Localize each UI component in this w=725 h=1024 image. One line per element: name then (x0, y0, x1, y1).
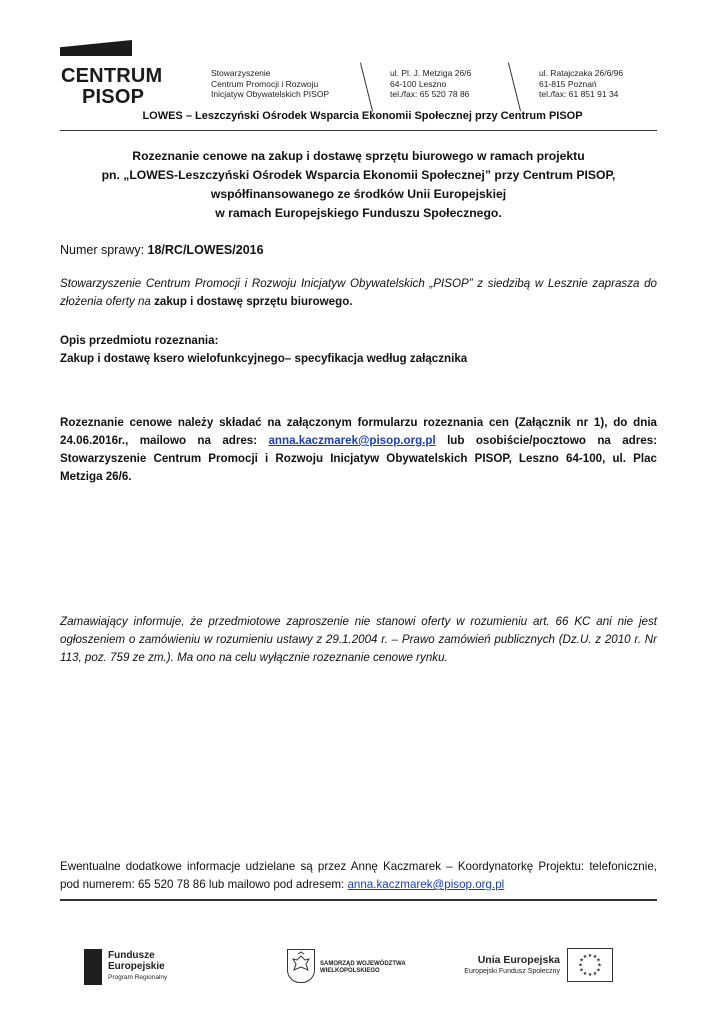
submission-paragraph (60, 414, 657, 486)
svg-text:★: ★ (592, 971, 598, 977)
address-line: 61-815 Poznań (539, 78, 597, 89)
subject-heading: Opis przedmiotu rozeznania: (60, 334, 219, 347)
pisop-logo-bar (60, 40, 132, 56)
footer-divider (60, 899, 657, 901)
svg-text:★: ★ (592, 954, 598, 960)
header-subtitle: LOWES – Leszczyński Ośrodek Wsparcia Ekonomii Społecznej przy Centrum PISOP (142, 110, 583, 122)
org-line: Stowarzyszenie (211, 68, 271, 78)
case-number-value: 18/RC/LOWES/2016 (147, 243, 264, 257)
submission-email-link[interactable]: anna.kaczmarek@pisop.org.pl (268, 434, 436, 447)
sam-line: WIELKOPOLSKIEGO (320, 968, 380, 974)
org-line: Inicjatyw Obywatelskich PISOP (211, 89, 330, 99)
svg-text:★: ★ (596, 957, 601, 964)
org-name (211, 68, 329, 100)
org-line: Centrum Promocji i Rozwoju (211, 78, 319, 89)
intro-subject: zakup i dostawę sprzętu biurowego. (154, 295, 353, 308)
title-line: w ramach Europejskiego Funduszu Społecznego. (215, 206, 502, 220)
address-leszno (390, 68, 471, 100)
address-line: tel./fax: 65 520 78 86 (390, 89, 470, 99)
fundusze-europejskie-text (108, 950, 167, 983)
document-title (60, 147, 657, 223)
disclaimer-paragraph: Zamawiający informuje, że przedmiotowe zaproszenie nie stanowi oferty w rozumieniu art. 66 KC ani nie jest ogłoszeniem o zamówieniu w rozumieniu ustawy z 29.1.2004 r. – Prawo zamówień publicznych (Dz.U. z 2010 r. Nr 113, poz. 759 ze zm.). Ma ono na celu wyłącznie rozeznanie cenowe rynku. (60, 615, 657, 664)
header-separator (360, 63, 373, 112)
svg-text:★: ★ (597, 962, 602, 969)
fe-line: Europejskie (108, 961, 165, 972)
intro-text: Stowarzyszenie Centrum Promocji i Rozwoju Inicjatyw Obywatelskich „PISOP” z siedzibą w Lesznie zaprasza do złożenia oferty na (60, 277, 657, 308)
svg-text:★: ★ (578, 962, 583, 969)
svg-text:★: ★ (579, 957, 584, 964)
svg-text:★: ★ (596, 967, 601, 974)
case-number (60, 241, 657, 259)
pisop-logo (61, 66, 162, 108)
eu-flag-icon (567, 948, 613, 982)
ue-line: Unia Europejska (477, 954, 560, 966)
title-line: pn. „LOWES-Leszczyński Ośrodek Wsparcia Ekonomii Społecznej” przy Centrum PISOP, (101, 168, 616, 182)
header-separator (508, 63, 521, 112)
logo-line-2: PISOP (82, 86, 145, 108)
address-line: 64-100 Leszno (390, 78, 447, 89)
samorzad-text (320, 961, 406, 975)
svg-text:★: ★ (579, 967, 584, 974)
submission-text: Rozeznanie cenowe należy składać na załączonym formularzu rozeznania cen (Załącznik nr 1), do dnia 24.06.2016r., mailowo na adres: (60, 416, 657, 447)
wielkopolska-crest-icon (287, 949, 315, 983)
sam-line: SAMORZĄD WOJEWÓDZTWA (320, 961, 406, 967)
fundusze-europejskie-logo-icon (84, 949, 102, 985)
contact-paragraph (60, 858, 657, 894)
unia-europejska-text (452, 954, 560, 975)
ue-line-small: Europejski Fundusz Społeczny (464, 968, 560, 975)
svg-text:★: ★ (587, 953, 593, 959)
address-line: tel./fax: 61 851 91 34 (539, 89, 619, 99)
submission-address: lub osobiście/pocztowo na adres: Stowarzyszenie Centrum Promocji i Rozwoju Inicjatyw Obywatelskich PISOP, Leszno 64-100, ul. Plac Metziga 26/6. (60, 434, 658, 483)
svg-text:★: ★ (587, 972, 593, 978)
address-poznan (539, 68, 623, 100)
title-line: współfinansowanego ze środków Unii Europejskiej (210, 187, 507, 201)
header-divider (60, 130, 657, 131)
logo-line-1: CENTRUM (61, 65, 163, 87)
contact-email-link[interactable]: anna.kaczmarek@pisop.org.pl (347, 878, 505, 891)
title-line: Rozeznanie cenowe na zakup i dostawę sprzętu biurowego w ramach projektu (132, 149, 585, 163)
case-number-label: Numer sprawy: (60, 243, 148, 257)
fe-line-small: Program Regionalny (108, 974, 168, 981)
svg-text:★: ★ (582, 954, 588, 960)
contact-text: Ewentualne dodatkowe informacje udzielane są przez Annę Kaczmarek – Koordynatorkę Projektu: telefonicznie, pod numerem: 65 520 78 86 lub mailowo pod adresem: (60, 860, 657, 891)
address-line: ul. Pl. J. Metziga 26/6 (390, 68, 472, 78)
intro-paragraph (60, 275, 657, 311)
subject-text: Zakup i dostawę ksero wielofunkcyjnego– specyfikacja według załącznika (60, 352, 468, 365)
fe-line: Fundusze (108, 950, 155, 961)
address-line: ul. Ratajczaka 26/6/96 (539, 68, 624, 78)
svg-text:★: ★ (582, 971, 588, 977)
